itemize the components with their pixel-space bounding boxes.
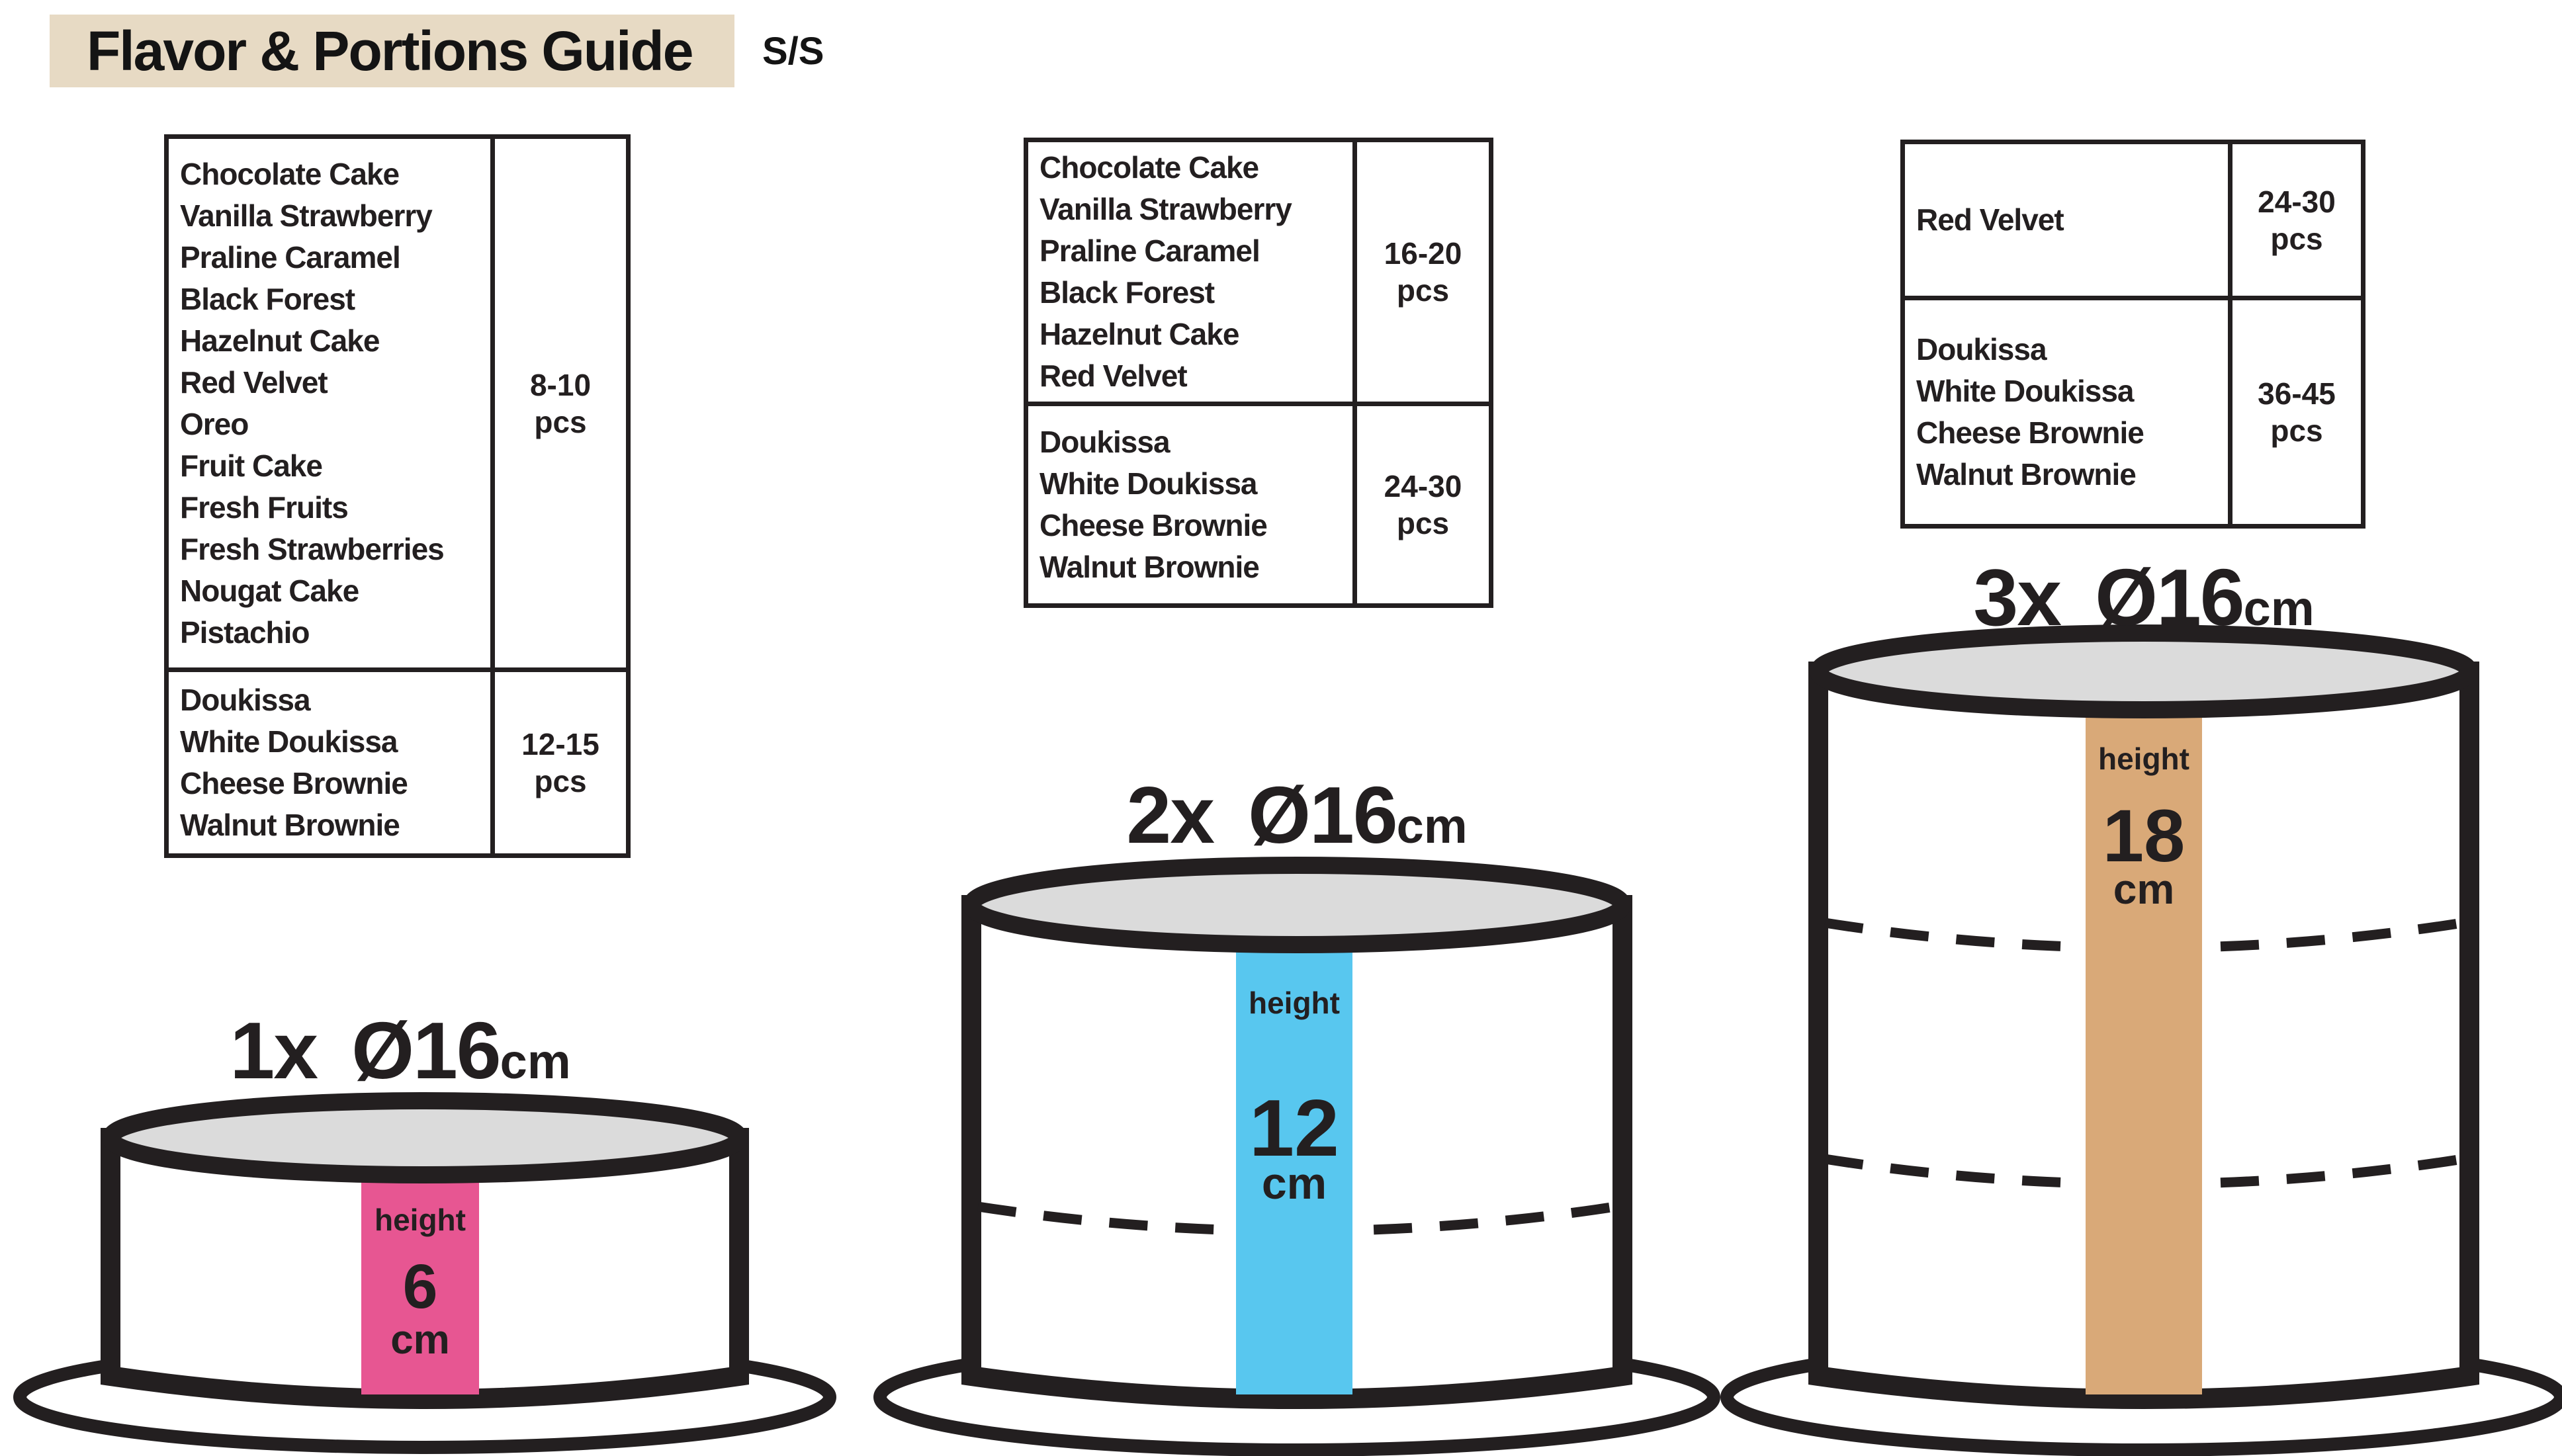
portions-value: 24-30 [2258, 184, 2336, 219]
cake-2-diagram [880, 865, 1714, 1450]
flavor-item: Vanilla Strawberry [180, 198, 432, 233]
portions-unit: pcs [1396, 506, 1450, 540]
cake-2-size-label [1085, 769, 1509, 861]
flavor-item: Vanilla Strawberry [1039, 192, 1292, 226]
cake-2-height-value: 12 [1249, 1083, 1339, 1173]
cake-1-height-value: 6 [402, 1252, 438, 1322]
flavor-item: Walnut Brownie [180, 808, 400, 842]
flavor-item: White Doukissa [180, 724, 398, 759]
portions-value: 16-20 [1384, 236, 1462, 271]
portions-cell [2228, 300, 2361, 524]
page-title: Flavor & Portions Guide [87, 19, 693, 82]
flavor-list [169, 672, 490, 853]
season-tag: S/S [762, 29, 824, 73]
cake-2-diameter-unit: cm [1396, 798, 1468, 853]
portions-cell [490, 672, 626, 853]
cake-2-count: 2x [1126, 770, 1214, 860]
cake-3-height-label: height [2098, 742, 2189, 776]
flavor-item: Fresh Strawberries [180, 531, 444, 566]
flavor-item: Black Forest [180, 281, 355, 316]
cake-1-height-unit: cm [390, 1317, 450, 1363]
cake-3-height-value: 18 [2102, 794, 2186, 877]
portions-table-1x [164, 134, 631, 858]
flavor-item: Doukissa [1039, 425, 1170, 459]
table-row [1028, 142, 1489, 406]
cake-1-height-label: height [375, 1203, 466, 1237]
portions-cell [490, 139, 626, 667]
cake-1-diagram [20, 1101, 830, 1447]
flavor-item: Doukissa [180, 683, 310, 717]
flavor-item: Fruit Cake [180, 448, 322, 483]
flavor-list [1905, 300, 2228, 524]
cake-1-top [110, 1101, 739, 1175]
flavor-item: Praline Caramel [1039, 234, 1260, 268]
portions-table-2x [1024, 138, 1493, 608]
portions-cell [1352, 406, 1489, 603]
flavor-item: White Doukissa [1916, 374, 2134, 408]
flavor-item: Fresh Fruits [180, 490, 348, 525]
table-row [1905, 144, 2361, 300]
flavor-item: Hazelnut Cake [1039, 317, 1239, 351]
portions-unit: pcs [534, 764, 587, 798]
flavor-item: Cheese Brownie [180, 766, 408, 800]
flavor-item: Praline Caramel [180, 239, 400, 275]
table-row [1028, 406, 1489, 603]
cake-3-diameter: Ø16 [2095, 552, 2244, 642]
cake-1-count: 1x [230, 1006, 318, 1095]
flavor-item: White Doukissa [1039, 466, 1257, 501]
flavor-item: Cheese Brownie [1039, 508, 1267, 542]
cake-2-height-label: height [1249, 986, 1340, 1020]
flavor-item: Cheese Brownie [1916, 415, 2144, 450]
flavor-item: Red Velvet [1916, 202, 2064, 237]
flavor-item: Red Velvet [180, 364, 328, 400]
flavor-item: Walnut Brownie [1039, 550, 1259, 584]
portions-unit: pcs [1396, 273, 1450, 308]
portions-unit: pcs [2270, 221, 2323, 256]
flavor-list [169, 139, 490, 667]
portions-value: 12-15 [521, 727, 599, 761]
portions-table-3x [1900, 140, 2365, 529]
cake-3-count: 3x [1973, 552, 2061, 642]
cake-3-diameter-unit: cm [2243, 581, 2315, 636]
flavor-item: Walnut Brownie [1916, 457, 2136, 492]
portions-value: 24-30 [1384, 469, 1462, 503]
cake-3-top [1818, 633, 2469, 710]
portions-cell [1352, 142, 1489, 402]
portions-value: 8-10 [529, 367, 592, 402]
table-row [169, 139, 626, 672]
cake-2-top [971, 865, 1622, 945]
flavor-item: Nougat Cake [180, 573, 359, 608]
flavor-item: Red Velvet [1039, 359, 1187, 393]
portions-cell [2228, 144, 2361, 296]
flavor-list [1028, 406, 1352, 603]
flavor-item: Oreo [180, 406, 249, 441]
flavor-list [1028, 142, 1352, 402]
portions-unit: pcs [534, 404, 587, 439]
cake-3-diagram [1727, 633, 2561, 1450]
cake-1-diameter-unit: cm [500, 1034, 571, 1089]
cake-1-size-label [189, 1004, 612, 1097]
cake-2-height-unit: cm [1261, 1158, 1327, 1209]
flavor-list [1905, 144, 2228, 296]
flavor-item: Hazelnut Cake [180, 323, 380, 358]
table-row [1905, 300, 2361, 524]
flavor-item: Black Forest [1039, 275, 1215, 310]
cake-3-size-label [1932, 551, 2356, 644]
flavor-item: Chocolate Cake [180, 156, 400, 191]
portions-unit: pcs [2270, 413, 2323, 448]
cake-1-diameter: Ø16 [351, 1006, 500, 1095]
table-row [169, 672, 626, 853]
cake-2-diameter: Ø16 [1248, 770, 1397, 860]
flavor-item: Pistachio [180, 615, 310, 650]
cake-3-height-unit: cm [2113, 865, 2175, 913]
flavor-item: Doukissa [1916, 332, 2047, 366]
portions-value: 36-45 [2258, 376, 2336, 411]
flavor-item: Chocolate Cake [1039, 150, 1259, 185]
